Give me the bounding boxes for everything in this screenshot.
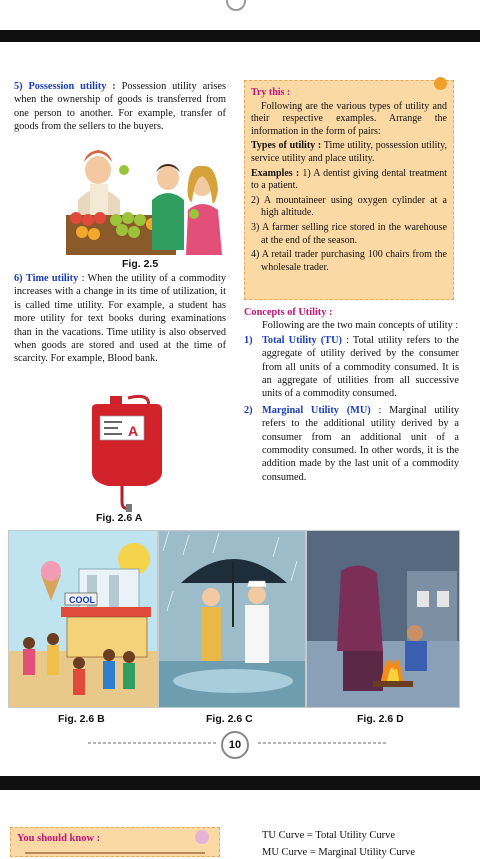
concepts-intro: Following are the two main concepts of utility : [262, 320, 459, 332]
tu-body [262, 334, 459, 401]
concepts-section [244, 306, 459, 484]
decorative-dot-icon-2 [195, 830, 209, 844]
tu-text: : Total utility refers to the aggregate of utility derived by the consumer from all units of a commodity consumed. It is an aggregate of utilities from all successive units of a commodity consumed. [262, 334, 459, 400]
mu-number: 2) [244, 404, 253, 416]
mu-text: : Marginal utility refers to the additional utility derived by a consumer from an additional unit of a commodity consumed. In other words, it is the addition made by the last unit of a commodity consumed. [262, 404, 459, 483]
fig-2-6b-caption: Fig. 2.6 B [58, 713, 105, 725]
types-label: Types of utility : [251, 140, 322, 152]
mu-body [262, 404, 459, 484]
fig-2-5-image [66, 140, 226, 255]
try-this-examples [251, 168, 447, 193]
fig-2-6d-image [306, 530, 460, 708]
you-should-know-box [10, 827, 220, 857]
try-this-intro: Following are the various types of utility and their respective examples. Arrange the information in the form of pairs: [251, 100, 447, 137]
possession-heading: Possession utility : [28, 81, 116, 92]
page-marker-circle [226, 0, 246, 11]
possession-number: 5) [14, 81, 23, 92]
blood-bag-label: A [128, 423, 139, 439]
time-text: : When the utility of a commodity increases with a change in its time of utilization, it is called time utility. For example, a student has more utility for text books during examinations than in the vacations. Time utility is also observed when goods are stored and used at the time of scarcity. For example, Blood bank. [14, 273, 226, 365]
fig-2-6d-caption: Fig. 2.6 D [357, 713, 404, 725]
example-2: 2) A mountaineer using oxygen cylinder at a high altitude. [251, 194, 447, 219]
mu-heading: Marginal Utility (MU) [262, 404, 371, 416]
fig-2-6c-image [158, 530, 306, 708]
fig-2-6b-image [8, 530, 158, 708]
you-should-know-title: You should know : [17, 833, 101, 844]
tu-curve-definition: TU Curve = Total Utility Curve [262, 830, 396, 841]
example-4: 4) A retail trader purchasing 100 chairs from the wholesale trader. [251, 249, 447, 273]
time-utility-paragraph [14, 272, 226, 366]
example-1: 1) A dentist giving dental treatment to a patient. [251, 167, 448, 192]
concepts-heading: Concepts of Utility : [244, 307, 333, 318]
tu-number: 1) [244, 334, 253, 346]
total-utility-item [244, 334, 459, 401]
shop-sign-text: COOL [69, 595, 95, 605]
page-separator-top [0, 30, 480, 42]
page-separator-bottom [0, 776, 480, 790]
mu-curve-definition: MU Curve = Marginal Utility Curve [262, 847, 416, 858]
marginal-utility-item [244, 404, 459, 484]
fig-2-6a-image [82, 394, 172, 514]
example-3: 3) A farmer selling rice stored in the warehouse at the end of the season. [251, 221, 447, 246]
time-heading: Time utility [25, 273, 79, 284]
page-number: 10 [221, 731, 249, 759]
try-this-types [251, 140, 447, 165]
try-this-box [244, 80, 454, 300]
tu-heading: Total Utility (TU) [262, 334, 342, 346]
decorative-dot-icon [434, 77, 447, 90]
fig-2-5-caption: Fig. 2.5 [122, 258, 159, 270]
time-number: 6) [14, 273, 23, 284]
possession-utility-paragraph [14, 80, 226, 134]
possession-text: Possession utility arises when the ownership of goods is transferred from one person to another. For example, transfer of goods from the sellers to the buyers. [14, 81, 227, 133]
examples-label: Examples : [251, 167, 300, 179]
fig-2-6a-caption: Fig. 2.6 A [96, 512, 143, 524]
try-this-title: Try this : [251, 87, 291, 98]
fig-2-6c-caption: Fig. 2.6 C [206, 713, 253, 725]
types-text: Time utility, possession utility, service utility and place utility. [251, 140, 447, 164]
